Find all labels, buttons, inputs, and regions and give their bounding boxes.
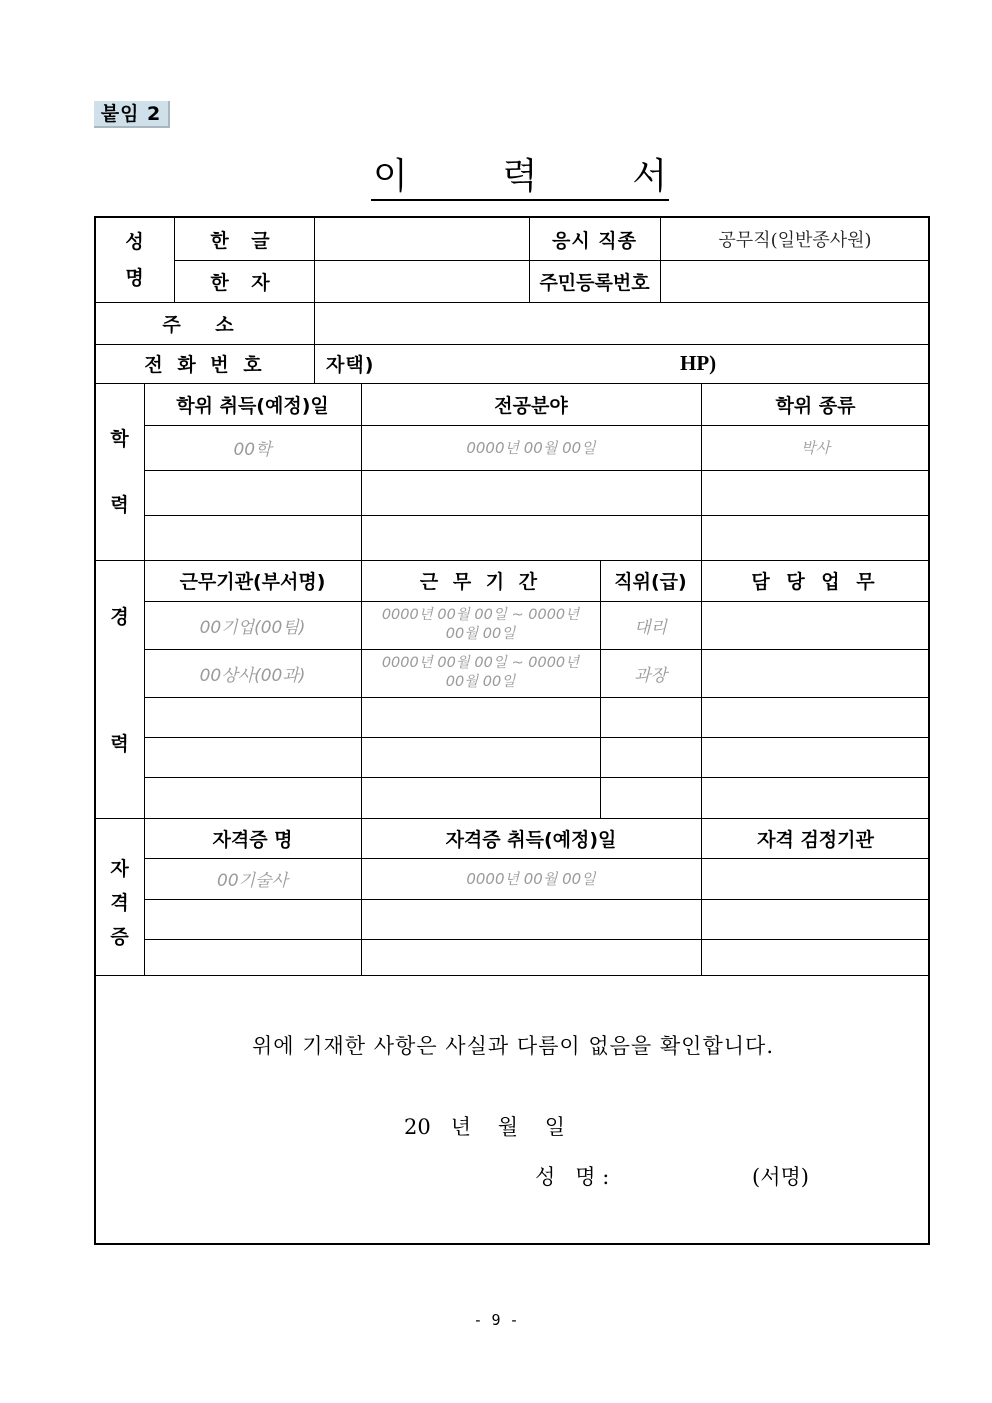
cert-row-1-date[interactable]: 0000년 00월 00일	[466, 870, 596, 888]
attachment-badge: 붙임 2	[94, 101, 170, 128]
label-char: 증	[110, 925, 130, 948]
cert-row-1-name[interactable]: 00기술사	[217, 871, 288, 891]
address-label: 주 소	[162, 313, 248, 336]
career-row-2-org[interactable]: 00상사(00과)	[199, 665, 306, 686]
job-type-label: 응시 직종	[551, 229, 638, 252]
edu-row-3-date[interactable]	[144, 515, 361, 560]
page-number: - 9 -	[473, 1311, 519, 1329]
page-title	[371, 155, 669, 201]
edu-row-3-major[interactable]	[361, 515, 701, 560]
career-row-1-position[interactable]: 대리	[634, 617, 667, 638]
career-header-period: 근 무 기 간	[419, 571, 542, 593]
cert-row-1-issuer[interactable]	[701, 858, 930, 899]
education-section-label	[96, 384, 144, 560]
career-row-4-org[interactable]	[144, 737, 361, 777]
rrn-label: 주민등록번호	[539, 271, 650, 294]
declaration-statement: 위에 기재한 사항은 사실과 다름이 없음을 확인합니다.	[251, 1034, 775, 1058]
cert-header-name: 자격증 명	[212, 828, 293, 851]
resume-form	[94, 216, 930, 1245]
cert-header-date: 자격증 취득(예정)일	[445, 828, 617, 851]
edu-header-date: 학위 취득(예정)일	[176, 395, 329, 417]
edu-header-major: 전공분야	[494, 395, 568, 417]
address-field[interactable]	[314, 302, 930, 344]
edu-row-1-major[interactable]: 0000년 00월 00일	[466, 439, 596, 457]
career-row-2-period[interactable]: 0000년 00월 00일 ~ 0000년 00월 00일	[381, 655, 580, 690]
career-row-3-duties[interactable]	[701, 697, 930, 737]
hangul-name-field[interactable]	[314, 218, 529, 260]
label-char: 자	[110, 857, 130, 880]
title-char: 력	[502, 156, 538, 197]
mobile-phone-label: HP)	[680, 351, 717, 375]
hangul-name-label: 한 글	[210, 229, 278, 252]
career-row-4-period[interactable]	[361, 737, 600, 777]
home-phone-label: 자택)	[326, 354, 375, 376]
name-section-label	[96, 218, 174, 302]
career-row-1-org[interactable]: 00기업(00팀)	[199, 617, 306, 638]
home-phone-field[interactable]	[314, 344, 514, 383]
label-char: 경	[110, 606, 130, 628]
cert-row-2-issuer[interactable]	[701, 899, 930, 939]
edu-row-2-date[interactable]	[144, 470, 361, 515]
career-row-1-duties[interactable]	[701, 601, 930, 649]
cert-header-issuer: 자격 검정기관	[757, 828, 874, 851]
edu-header-degree: 학위 종류	[775, 395, 856, 417]
rrn-field[interactable]	[660, 260, 930, 302]
cert-row-2-date[interactable]	[361, 899, 701, 939]
hanja-name-field[interactable]	[314, 260, 529, 302]
label-char: 력	[110, 493, 130, 516]
career-row-4-duties[interactable]	[701, 737, 930, 777]
declaration-date: 20 년 월 일	[404, 1115, 566, 1139]
certificate-section-label	[96, 818, 144, 975]
career-row-2-position[interactable]: 과장	[634, 665, 667, 686]
label-char: 성	[125, 231, 145, 253]
job-type-field[interactable]: 공무직(일반종사원)	[718, 230, 872, 251]
edu-row-3-degree[interactable]	[701, 515, 930, 560]
label-char: 격	[110, 891, 130, 914]
cert-row-3-name[interactable]	[144, 939, 361, 975]
mobile-phone-field[interactable]	[514, 344, 930, 383]
career-row-5-period[interactable]	[361, 777, 600, 818]
cert-row-3-date[interactable]	[361, 939, 701, 975]
label-char: 학	[110, 427, 130, 450]
career-row-5-org[interactable]	[144, 777, 361, 818]
phone-label: 전 화 번 호	[144, 354, 266, 376]
career-row-5-duties[interactable]	[701, 777, 930, 818]
career-row-1-period[interactable]: 0000년 00월 00일 ~ 0000년 00월 00일	[381, 607, 580, 642]
hanja-name-label: 한 자	[210, 271, 278, 294]
edu-row-2-major[interactable]	[361, 470, 701, 515]
label-char: 력	[110, 733, 130, 755]
career-header-duties: 담 당 업 무	[751, 571, 880, 593]
signature-label: 성 명 :	[535, 1165, 610, 1189]
signature-mark[interactable]: (서명)	[752, 1165, 809, 1189]
career-section-label	[96, 560, 144, 818]
career-header-position: 직위(급)	[614, 571, 687, 593]
cert-row-2-name[interactable]	[144, 899, 361, 939]
career-row-5-position[interactable]	[600, 777, 701, 818]
edu-row-1-degree[interactable]: 박사	[801, 439, 830, 457]
label-char: 명	[125, 267, 145, 289]
title-char: 서	[632, 156, 667, 197]
edu-row-1-date[interactable]: 00학	[233, 440, 272, 460]
edu-row-2-degree[interactable]	[701, 470, 930, 515]
cert-row-3-issuer[interactable]	[701, 939, 930, 975]
career-row-3-position[interactable]	[600, 697, 701, 737]
title-char: 이	[373, 156, 408, 197]
career-row-3-org[interactable]	[144, 697, 361, 737]
career-row-3-period[interactable]	[361, 697, 600, 737]
career-row-4-position[interactable]	[600, 737, 701, 777]
career-header-org: 근무기관(부서명)	[179, 571, 326, 593]
career-row-2-duties[interactable]	[701, 649, 930, 697]
